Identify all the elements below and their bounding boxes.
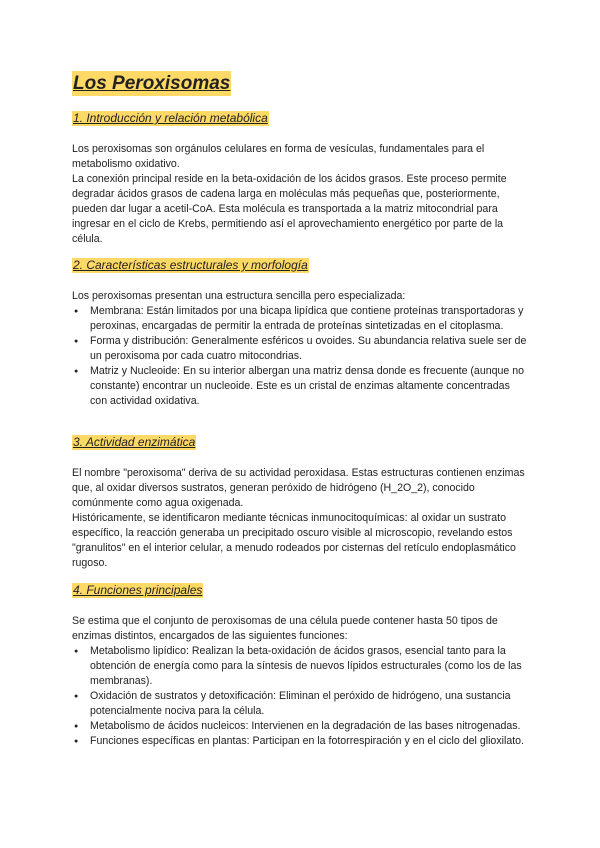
section-heading-caracteristicas: 2. Características estructurales y morfología bbox=[73, 258, 308, 272]
section-paragraph-actividad: El nombre "peroxisoma" deriva de su actividad peroxidasa. Estas estructuras contienen enzimas que, al oxidar diversos sustratos, generan peróxido de hidrógeno (H_2O_2), conocido comúnmente como agua oxigenada. Históricamente, se identificaron mediante técnicas inmunocitoquímicas: al oxidar un sustrato específico, la reacción generaba un precipitado oscuro visible al microscopio, revelando estos "granulitos" en el interior celular, a menudo rodeados por cisternas del retículo endoplasmático rugoso. bbox=[72, 467, 525, 569]
section-intro-caracteristicas: Los peroxisomas presentan una estructura sencilla pero especializada: bbox=[72, 290, 406, 302]
list-item: ● Funciones específicas en plantas: Participan en la fotorrespiración y en el ciclo del glioxilato. bbox=[72, 734, 528, 749]
list-item: ● Metabolismo de ácidos nucleicos: Intervienen en la degradación de las bases nitrogenadas. bbox=[72, 719, 528, 734]
section-heading-introduccion: 1. Introducción y relación metabólica bbox=[73, 111, 268, 125]
list-item: ● Matriz y Nucleoide: En su interior albergan una matriz densa donde es frecuente (aunque no constante) encontrar un nucleoide. Este es un cristal de enzimas altamente concentradas con actividad oxidativa. bbox=[72, 364, 528, 409]
list-item: ● Metabolismo lipídico: Realizan la beta-oxidación de ácidos grasos, esencial tanto para la obtención de energía como para la síntesis de nuevos lípidos estructurales (como los de las membranas). bbox=[72, 644, 528, 689]
list-item: ● Forma y distribución: Generalmente esféricos u ovoides. Su abundancia relativa suele ser de un peroxisoma por cada cuatro mitocondrias. bbox=[72, 334, 528, 364]
list-item: ● Oxidación de sustratos y detoxificación: Eliminan el peróxido de hidrógeno, una sustancia potencialmente nociva para la célula. bbox=[72, 689, 528, 719]
section-paragraph-introduccion: Los peroxisomas son orgánulos celulares en forma de vesículas, fundamentales para el metabolismo oxidativo. La conexión principal reside en la beta-oxidación de los ácidos grasos. Este proceso permite degradar ácidos grasos de cadena larga en moléculas más pequeñas que, posteriormente, pueden dar lugar a acetil-CoA. Esta molécula es transportada a la matriz mitocondrial para ingresar en el ciclo de Krebs, permitiendo así el aprovechamiento energético por parte de la célula. bbox=[72, 143, 507, 245]
bullet-list-caracteristicas bbox=[72, 304, 528, 409]
bullet-list-funciones bbox=[72, 644, 528, 749]
section-heading-funciones: 4. Funciones principales bbox=[73, 583, 203, 597]
section-intro-funciones: Se estima que el conjunto de peroxisomas de una célula puede contener hasta 50 tipos de enzimas distintos, encargados de las siguientes funciones: bbox=[72, 615, 498, 642]
section-heading-actividad: 3. Actividad enzimática bbox=[73, 435, 196, 449]
list-item: ● Membrana: Están limitados por una bicapa lipídica que contiene proteínas transportadoras y peroxinas, encargadas de permitir la entrada de proteínas sintetizadas en el citoplasma. bbox=[72, 304, 528, 334]
document-title: Los Peroxisomas bbox=[73, 73, 231, 94]
